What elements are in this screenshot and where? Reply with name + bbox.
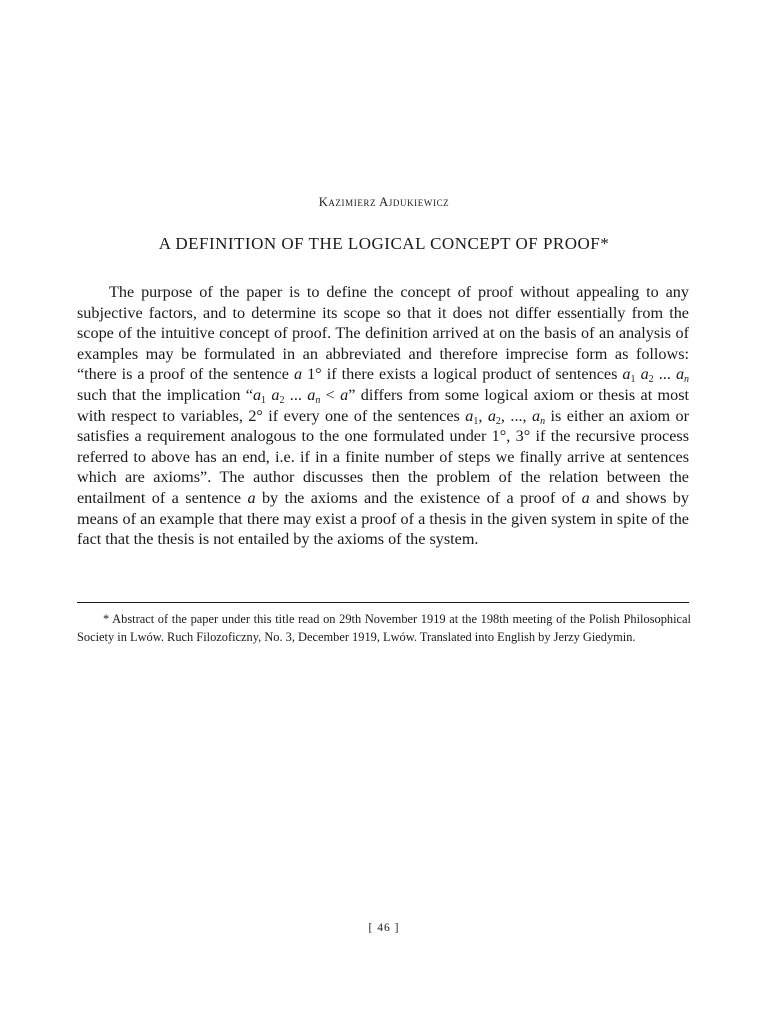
var-a1: a xyxy=(622,365,631,384)
sub-1: 1 xyxy=(630,374,636,386)
author-name: Kazimierz Ajdukiewicz xyxy=(318,195,450,209)
abstract-paragraph xyxy=(77,282,689,550)
sent-sub-2: 2 xyxy=(495,415,501,427)
var-a: a xyxy=(293,365,303,384)
impl-sub-n: n xyxy=(315,394,321,406)
abstract-text-4: ” differs from some logical axiom or thesis at most with respect to variables, 2° if every one of the sentences xyxy=(77,385,690,425)
abstract-text-1: The purpose of the paper is to define the concept of proof without appealing to any subjective factors, and to determine its scope so that it does not differ essentially from the scope of the intuitive concept of proof. The definition arrived at on the basis of an analysis of examples may be formulated in an abbreviated and therefore imprecise form as follows: “there is a proof of the sentence xyxy=(77,283,689,384)
paper-title: A DEFINITION OF THE LOGICAL CONCEPT OF PROOF* xyxy=(158,234,610,253)
abstract-text-2: 1° if there exists a logical product of sentences xyxy=(302,365,623,384)
impl-sub-2: 2 xyxy=(279,394,285,406)
less-than: < xyxy=(320,385,341,404)
impl-sub-1: 1 xyxy=(261,394,267,406)
page-number: [ 46 ] xyxy=(368,922,400,934)
abstract-text-5: is either an axiom or satisfies a requirement analogous to the one formulated under 1°, 3° if the recursive process referred to above has an end, i.e. if in a finite number of steps we finally arrive at sentences which are axioms”. The author discusses then the problem of the relation between the entailment of a sentence xyxy=(77,406,690,507)
footnote-divider xyxy=(77,602,689,603)
abstract-text-3: such that the implication “ xyxy=(77,385,253,404)
sent-ellipsis: ..., xyxy=(510,406,532,425)
ellipsis: ... xyxy=(658,365,671,384)
sent-a1: a xyxy=(465,406,474,425)
impl-a1: a xyxy=(252,385,262,404)
sent-sub-1: 1 xyxy=(473,415,479,427)
abstract-text-7: and shows by means of an example that there may exist a proof of a thesis in the given system in spite of the fact that the thesis is not entailed by the axioms of the system. xyxy=(77,488,689,549)
var-an: a xyxy=(675,365,685,384)
var-a2: a xyxy=(640,365,649,384)
abstract-text-6: by the axioms and the existence of a proof of xyxy=(255,488,582,507)
impl-ellipsis: ... xyxy=(289,385,302,404)
sent-an: a xyxy=(532,406,541,425)
comma-2: , xyxy=(500,406,511,425)
footnote: * Abstract of the paper under this title read on 29th November 1919 at the 198th meeting of the Polish Philosophical Society in Lwów. Ruch Filozoficzny, No. 3, December 1919, Lwów. Translated into English by Jerzy Giedymin. xyxy=(77,612,691,644)
proof-a: a xyxy=(581,488,590,507)
sub-2: 2 xyxy=(648,374,654,386)
comma-1: , xyxy=(478,406,488,425)
impl-a2: a xyxy=(271,385,280,404)
impl-a: a xyxy=(340,385,349,404)
sub-n: n xyxy=(684,374,690,386)
sent-sub-n: n xyxy=(540,415,546,427)
impl-an: a xyxy=(307,385,316,404)
sent-a2: a xyxy=(487,406,496,425)
entail-a: a xyxy=(247,488,256,507)
